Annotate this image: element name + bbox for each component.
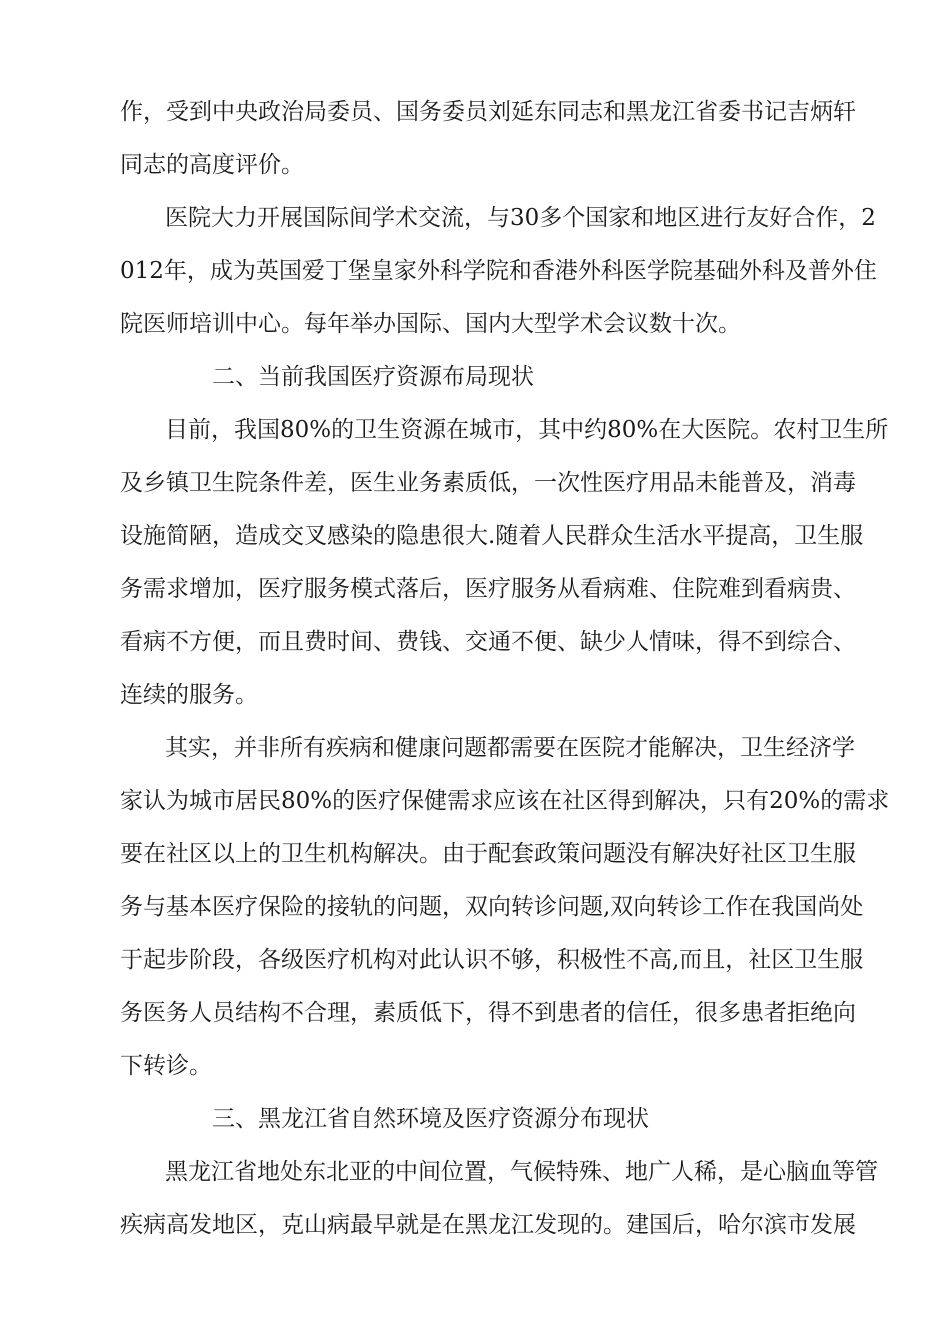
paragraph-4-line-6: 务医务人员结构不合理，素质低下，得不到患者的信任，很多患者拒绝向 [120,1000,856,1026]
paragraph-2-line-3: 院医师培训中心。每年举办国际、国内大型学术会议数十次。 [120,311,741,337]
paragraph-3-line-6: 连续的服务。 [120,682,258,708]
paragraph-5-line-2: 疾病高发地区，克山病最早就是在黑龙江发现的。建国后，哈尔滨市发展 [120,1212,856,1238]
paragraph-4-line-2: 家认为城市居民80%的医疗保健需求应该在社区得到解决，只有20%的需求 [120,788,890,814]
paragraph-3-line-1: 目前，我国80%的卫生资源在城市，其中约80%在大医院。农村卫生所 [165,417,889,443]
paragraph-4-line-3: 要在社区以上的卫生机构解决。由于配套政策问题没有解决好社区卫生服 [120,841,856,867]
paragraph-5-line-1: 黑龙江省地处东北亚的中间位置，气候特殊、地广人稀，是心脑血等管 [165,1159,878,1185]
paragraph-3-line-3: 设施简陋，造成交叉感染的隐患很大.随着人民群众生活水平提高，卫生服 [120,523,864,549]
paragraph-4-line-4: 务与基本医疗保险的接轨的问题，双向转诊问题,双向转诊工作在我国尚处 [120,894,864,920]
paragraph-1-line-1: 作，受到中央政治局委员、国务委员刘延东同志和黑龙江省委书记吉炳轩 [120,99,856,125]
paragraph-3-line-4: 务需求增加，医疗服务模式落后，医疗服务从看病难、住院难到看病贵、 [120,576,856,602]
paragraph-1-line-2: 同志的高度评价。 [120,152,304,178]
paragraph-4-line-5: 于起步阶段，各级医疗机构对此认识不够，积极性不高,而且，社区卫生服 [120,947,864,973]
paragraph-4-line-7: 下转诊。 [120,1053,212,1079]
paragraph-2-line-1: 医院大力开展国际间学术交流，与30多个国家和地区进行友好合作，2 [165,205,876,231]
paragraph-3-line-2: 及乡镇卫生院条件差，医生业务素质低，一次性医疗用品未能普及，消毒 [120,470,856,496]
section-heading-3: 三、黑龙江省自然环境及医疗资源分布现状 [212,1106,649,1132]
paragraph-2-line-2: 012年，成为英国爱丁堡皇家外科学院和香港外科医学院基础外科及普外住 [120,258,877,284]
paragraph-4-line-1: 其实，并非所有疾病和健康问题都需要在医院才能解决，卫生经济学 [165,735,855,761]
section-heading-2: 二、当前我国医疗资源布局现状 [212,364,534,390]
paragraph-3-line-5: 看病不方便，而且费时间、费钱、交通不便、缺少人情味，得不到综合、 [120,629,856,655]
